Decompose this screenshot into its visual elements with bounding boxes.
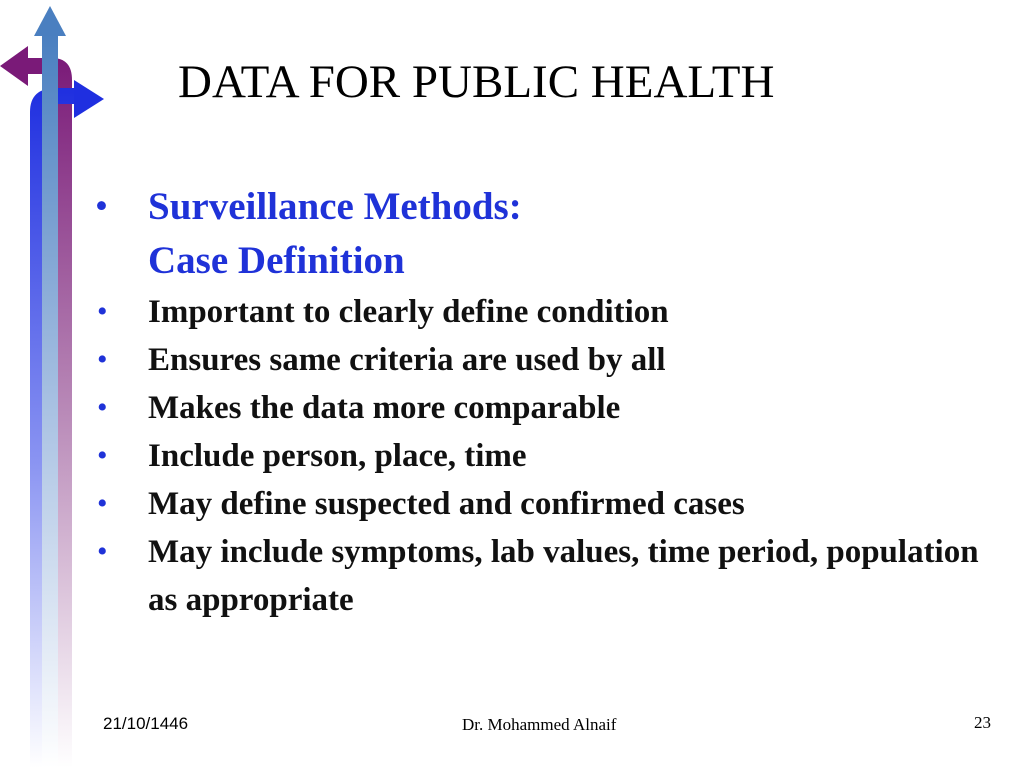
arrow-ornament-icon	[0, 0, 110, 768]
heading-row	[95, 180, 975, 288]
bullet-text: Ensures same criteria are used by all	[148, 342, 666, 378]
heading-line-1: Surveillance Methods:	[148, 185, 522, 228]
bullet-item	[95, 336, 995, 384]
bullet-item	[95, 288, 995, 336]
section-heading	[95, 180, 975, 288]
bullet-text: May define suspected and confirmed cases	[148, 486, 745, 522]
bullet-item	[95, 528, 995, 624]
bullet-item	[95, 480, 995, 528]
bullet-item	[95, 384, 995, 432]
bullet-text: Important to clearly define condition	[148, 294, 669, 330]
bullet-dot: •	[97, 535, 108, 568]
bullet-item	[95, 432, 995, 480]
bullet-dot: •	[97, 391, 108, 424]
bullet-dot: •	[97, 343, 108, 376]
bullet-text: May include symptoms, lab values, time period, population as appropriate	[148, 534, 979, 618]
slide-title: DATA FOR PUBLIC HEALTH	[178, 56, 775, 108]
heading-line-2: Case Definition	[148, 239, 405, 282]
page-number: 23	[974, 713, 991, 732]
bullet-dot: •	[97, 295, 108, 328]
bullet-list	[95, 288, 995, 624]
footer-author: Dr. Mohammed Alnaif	[462, 715, 617, 734]
bullet-dot: •	[97, 439, 108, 472]
bullet-text: Makes the data more comparable	[148, 390, 621, 426]
bullet-text: Include person, place, time	[148, 438, 527, 474]
bullet-dot: •	[97, 487, 108, 520]
heading-bullet: •	[95, 186, 108, 227]
footer-date: 21/10/1446	[103, 714, 189, 733]
